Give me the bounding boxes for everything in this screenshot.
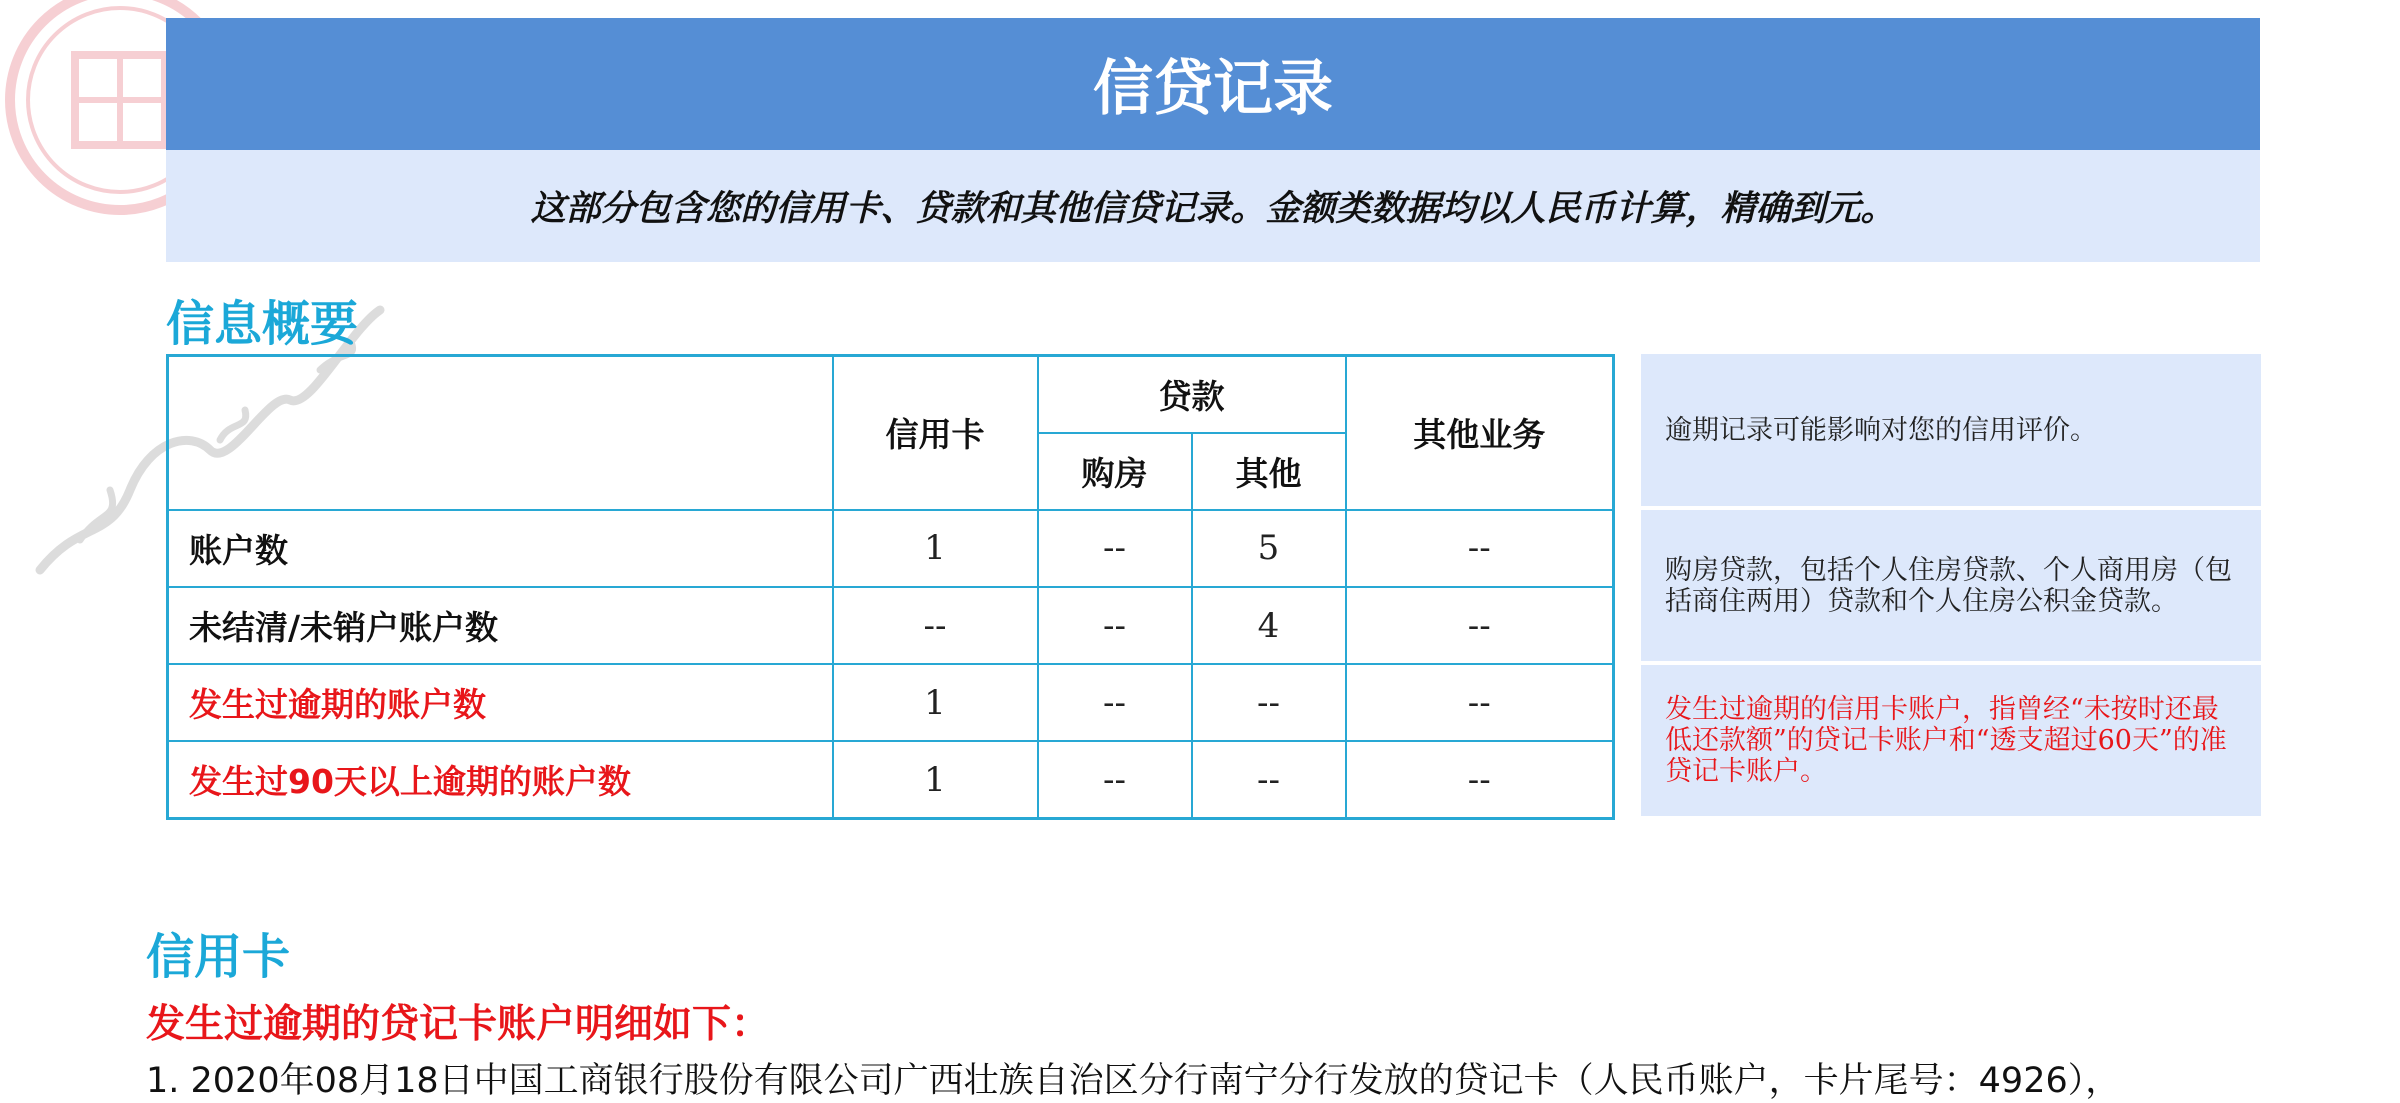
note-overdue-impact: 逾期记录可能影响对您的信用评价。 xyxy=(1641,354,2261,506)
cell-value: -- xyxy=(1192,664,1346,741)
row-label: 发生过90天以上逾期的账户数 xyxy=(168,741,833,818)
cell-value: -- xyxy=(833,587,1038,664)
cell-value: -- xyxy=(1346,587,1614,664)
section-banner-title: 信贷记录 xyxy=(166,18,2260,150)
column-header-housing: 购房 xyxy=(1038,433,1192,510)
table-row xyxy=(168,587,1614,664)
cell-value: -- xyxy=(1038,587,1192,664)
overview-title: 信息概要 xyxy=(166,296,359,352)
column-header-loan: 贷款 xyxy=(1038,356,1346,433)
cell-value: -- xyxy=(1038,510,1192,587)
cell-value: -- xyxy=(1346,510,1614,587)
row-label: 账户数 xyxy=(168,510,833,587)
cell-value: -- xyxy=(1038,664,1192,741)
overdue-details-heading: 发生过逾期的贷记卡账户明细如下： xyxy=(146,1002,771,1047)
table-row xyxy=(168,664,1614,741)
row-label: 发生过逾期的账户数 xyxy=(168,664,833,741)
cell-value: 4 xyxy=(1192,587,1346,664)
overview-table xyxy=(166,354,1615,820)
section-description: 这部分包含您的信用卡、贷款和其他信贷记录。金额类数据均以人民币计算，精确到元。 xyxy=(166,150,2260,262)
note-housing-loan: 购房贷款，包括个人住房贷款、个人商用房（包括商住两用）贷款和个人住房公积金贷款。 xyxy=(1641,510,2261,661)
cell-value: 1 xyxy=(833,741,1038,818)
cell-value: 5 xyxy=(1192,510,1346,587)
cell-value: -- xyxy=(1346,741,1614,818)
overdue-detail-line: 1. 2020年08月18日中国工商银行股份有限公司广西壮族自治区分行南宁分行发放的贷记卡（人民币账户，卡片尾号：4926）， xyxy=(146,1061,2121,1101)
cell-value: 1 xyxy=(833,510,1038,587)
row-label: 未结清/未销户账户数 xyxy=(168,587,833,664)
column-header-other-business: 其他业务 xyxy=(1346,356,1614,510)
cell-value: -- xyxy=(1346,664,1614,741)
cell-value: -- xyxy=(1038,741,1192,818)
note-overdue-card: 发生过逾期的信用卡账户，指曾经“未按时还最低还款额”的贷记卡账户和“透支超过60天”的准贷记卡账户。 xyxy=(1641,665,2261,816)
overview-notes xyxy=(1641,354,2261,820)
cell-value: 1 xyxy=(833,664,1038,741)
cell-value: -- xyxy=(1192,741,1346,818)
table-row xyxy=(168,741,1614,818)
table-corner-cell xyxy=(168,356,833,510)
column-header-credit-card: 信用卡 xyxy=(833,356,1038,510)
table-row xyxy=(168,510,1614,587)
column-header-loan-other: 其他 xyxy=(1192,433,1346,510)
credit-card-section-title: 信用卡 xyxy=(146,929,291,985)
